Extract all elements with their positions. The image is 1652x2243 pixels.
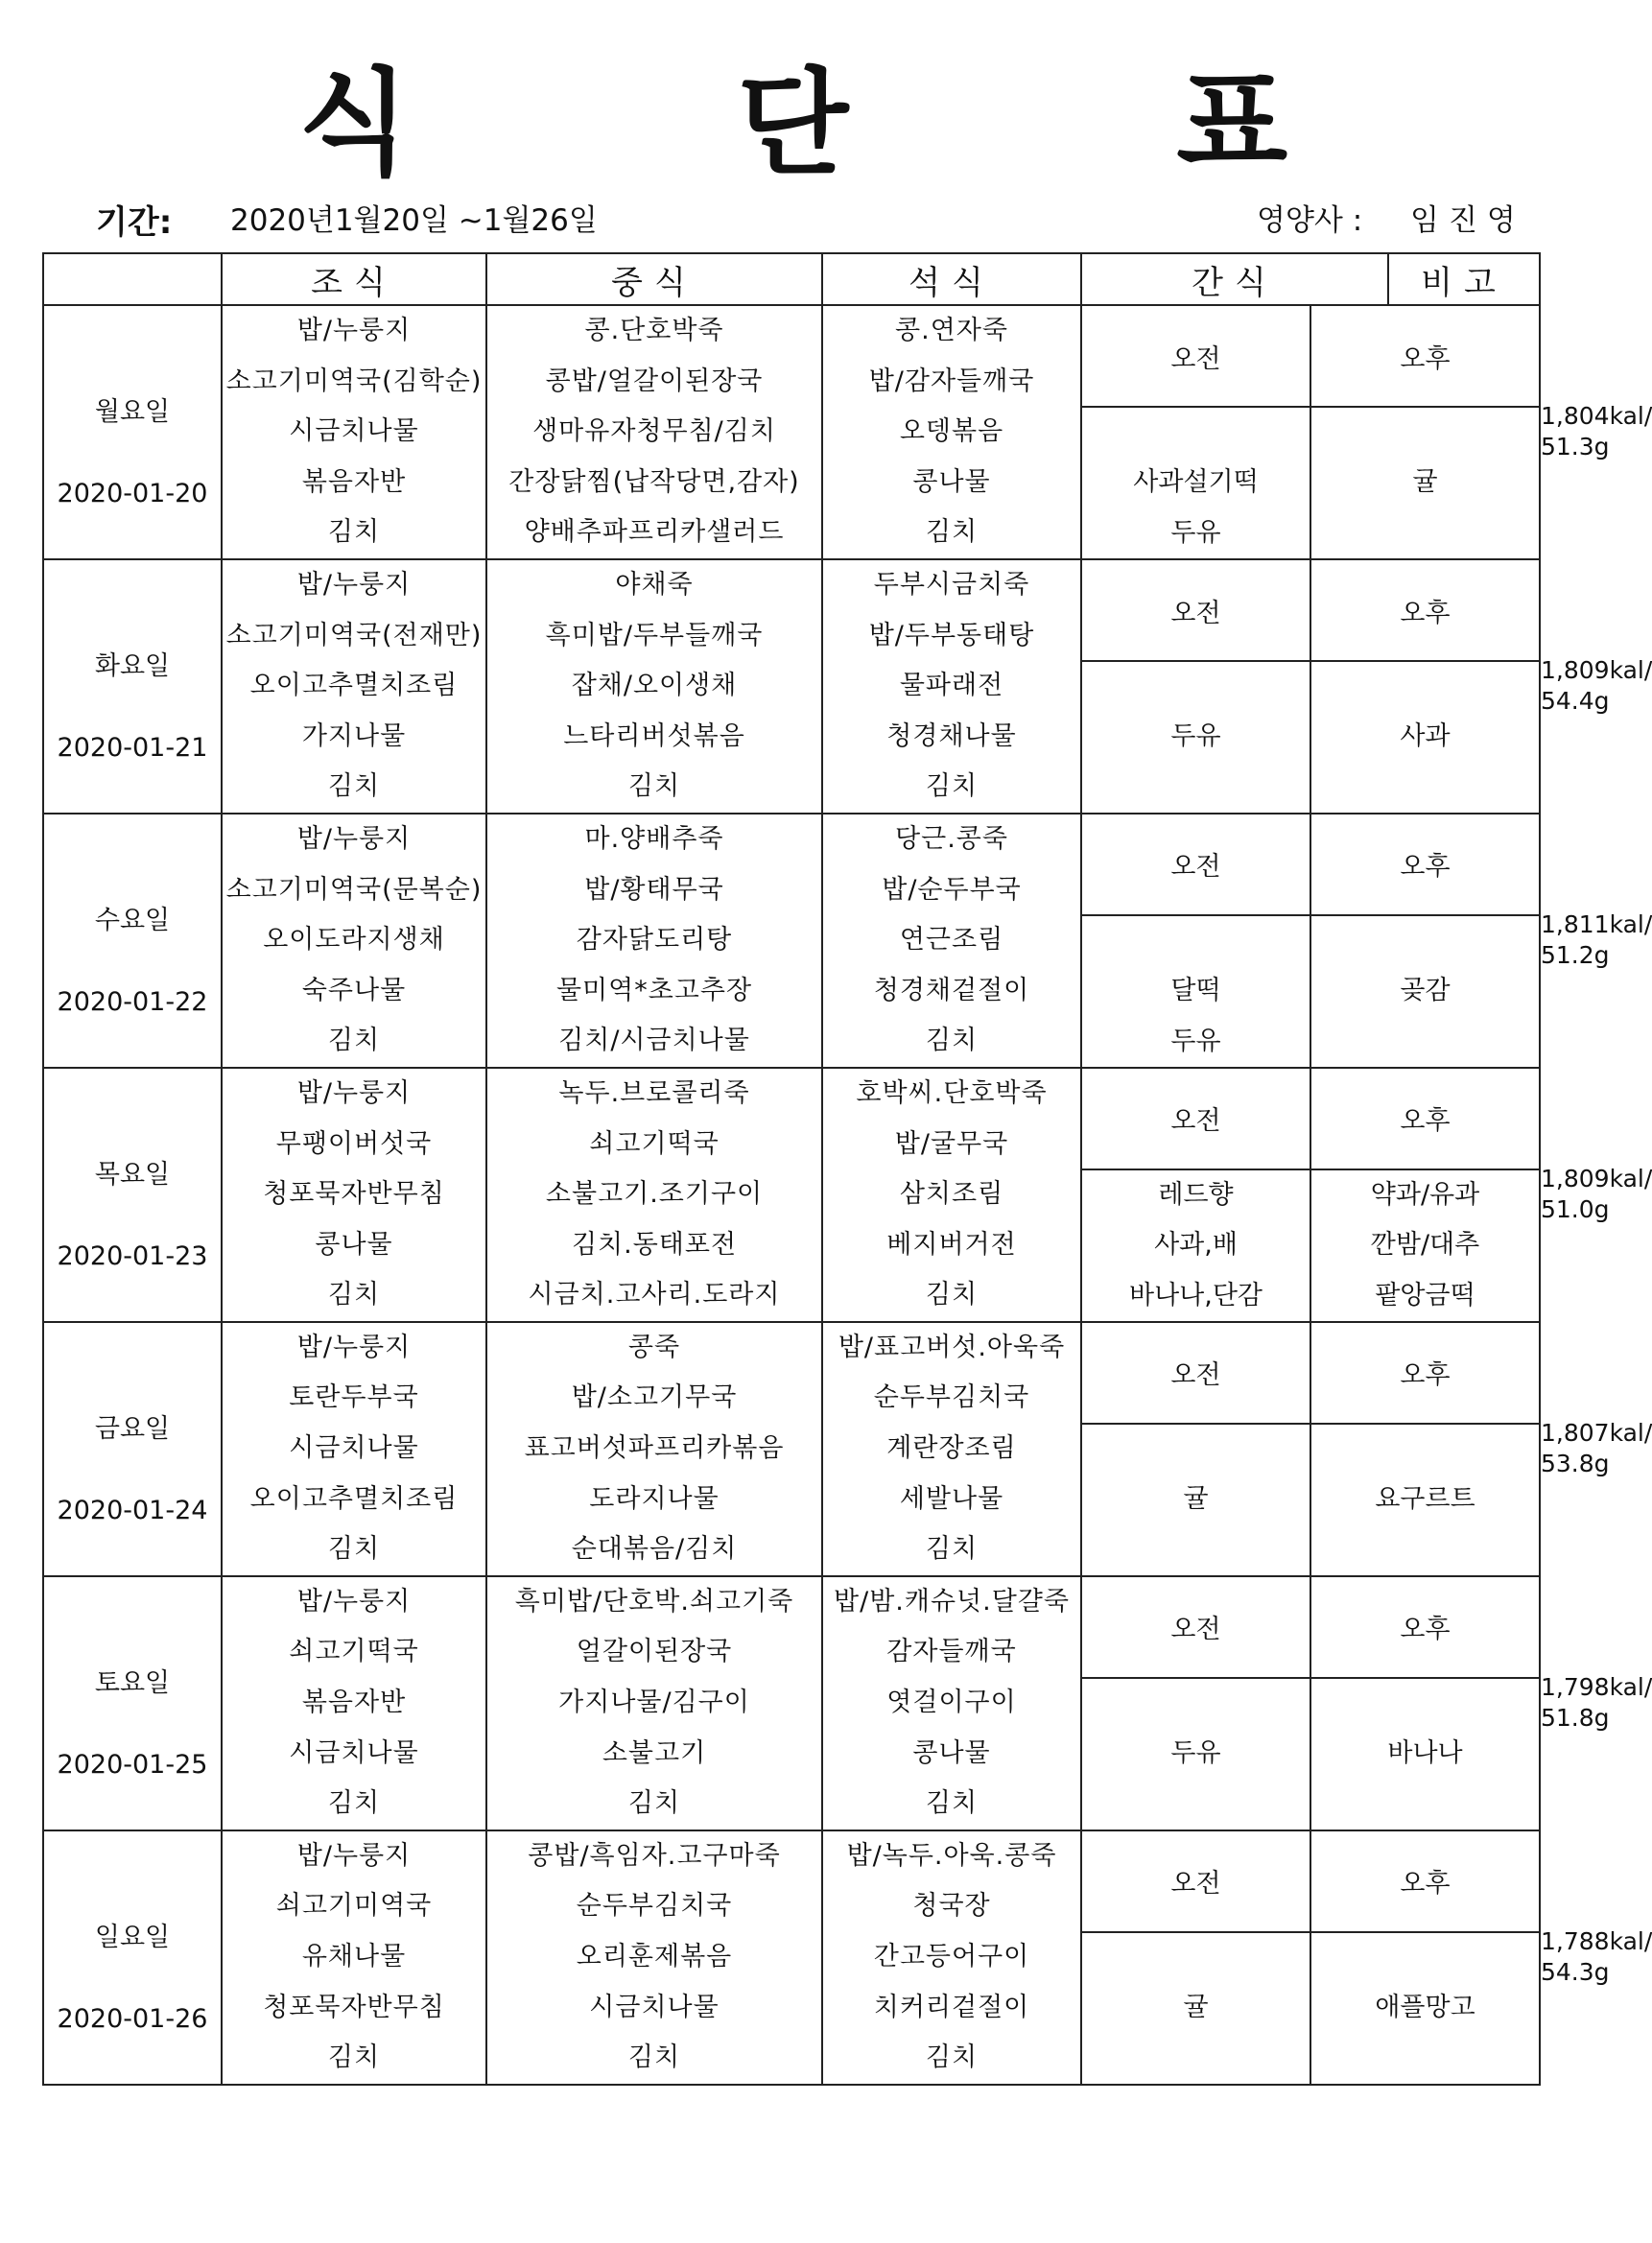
- snack-item: [1311, 763, 1539, 813]
- snack-item: [1311, 408, 1539, 458]
- day-row: 일요일 2020-01-26 밥/누룽지 쇠고기미역국 유채나물 청포묵자반무침 김치 콩밥/흑임자.고구마죽 순두부김치국 오리훈제볶음 시금치나물 김치 밥/녹두.아욱.콩죽 청국장 간고등어구이 치커리겉절이 김치 오전 오후 귤 애플망고 1,788kal/ 54.3g: [43, 1830, 1540, 2085]
- dinner-cell: [822, 1576, 1081, 1830]
- snack-am-items: [1082, 1169, 1310, 1321]
- lunch-cell: [486, 1068, 822, 1322]
- day-name: 수요일: [94, 906, 171, 936]
- menu-item: 쇠고기떡국: [289, 1637, 419, 1667]
- snack-item: 두유: [1170, 1738, 1221, 1769]
- snack-table: [1082, 815, 1539, 1067]
- snack-item: 사과,배: [1154, 1230, 1238, 1261]
- dinner-cell: [822, 1068, 1081, 1322]
- snack-item: [1082, 1933, 1310, 1983]
- menu-item: 시금치.고사리.도라지: [528, 1280, 781, 1310]
- menu-item: 밥/감자들깨국: [868, 366, 1035, 396]
- menu-item: 야채죽: [615, 569, 694, 600]
- menu-item: 흑미밥/두부들깨국: [545, 620, 764, 650]
- menu-item: 마.양배추죽: [584, 823, 724, 854]
- snack-pm-label: 오후: [1310, 1831, 1539, 1932]
- menu-item: 김치: [925, 517, 979, 548]
- breakfast-cell: [222, 1576, 486, 1830]
- snack-pm-items: [1310, 1678, 1539, 1830]
- day-date: 2020-01-26: [57, 2004, 208, 2035]
- menu-item: 감자들깨국: [886, 1637, 1017, 1667]
- menu-item: 소고기미역국(김학순): [225, 366, 483, 396]
- column-header-dinner: 석식: [822, 253, 1081, 305]
- breakfast-cell: [222, 1068, 486, 1322]
- menu-item: 김치: [327, 1026, 381, 1056]
- day-cell: [43, 305, 222, 559]
- snack-cell: [1081, 305, 1540, 559]
- snack-item: 바나나: [1387, 1738, 1463, 1769]
- menu-item: 콩.연자죽: [895, 316, 1008, 345]
- menu-item: 베지버거전: [886, 1229, 1017, 1260]
- snack-cell: [1081, 1322, 1540, 1576]
- menu-item: 호박씨.단호박죽: [856, 1077, 1048, 1108]
- column-header-breakfast: 조식: [222, 253, 486, 305]
- menu-item: 밥/표고버섯.아욱죽: [838, 1332, 1066, 1362]
- menu-item: 생마유자청무침/김치: [532, 416, 776, 447]
- page-title: 식 단 표: [297, 58, 1432, 191]
- dietitian-label: 영양사 :: [1257, 203, 1363, 238]
- snack-item: [1311, 1017, 1539, 1067]
- day-date: 2020-01-20: [57, 479, 208, 509]
- snack-am-items: [1082, 407, 1310, 558]
- menu-item: 소불고기.조기구이: [545, 1179, 764, 1210]
- snack-item: [1082, 1679, 1310, 1729]
- menu-item: 밥/밤.캐슈넛.달걀죽: [834, 1586, 1070, 1617]
- snack-table: [1082, 560, 1539, 813]
- snack-cell: [1081, 1576, 1540, 1830]
- menu-item: 세발나물: [899, 1483, 1004, 1514]
- lunch-cell: [486, 814, 822, 1068]
- dinner-cell: [822, 1322, 1081, 1576]
- snack-item: 귤: [1412, 467, 1438, 498]
- header-row: [43, 253, 1540, 305]
- menu-item: 양배추파프리카샐러드: [524, 517, 785, 548]
- menu-item: 감자닭도리탕: [576, 925, 733, 956]
- menu-item: 오이도라지생채: [263, 925, 445, 956]
- column-header-lunch: 중식: [486, 253, 822, 305]
- snack-item: 팥앙금떡: [1375, 1280, 1475, 1310]
- menu-item: 김치: [627, 2042, 681, 2073]
- menu-item: 김치: [327, 1534, 381, 1565]
- lunch-cell: [486, 1322, 822, 1576]
- snack-item: 곶감: [1400, 976, 1451, 1006]
- menu-item: 밥/누룽지: [296, 569, 412, 600]
- day-cell: [43, 1068, 222, 1322]
- menu-item: 소불고기: [602, 1737, 707, 1768]
- menu-body: [43, 305, 1652, 2085]
- dinner-cell: [822, 559, 1081, 814]
- menu-item: 순두부김치국: [873, 1382, 1030, 1413]
- menu-item: 콩나물: [912, 1737, 991, 1768]
- menu-item: 밥/굴무국: [894, 1128, 1009, 1159]
- menu-item: 엿걸이구이: [886, 1688, 1017, 1718]
- menu-item: 김치: [327, 2042, 381, 2073]
- snack-item: [1311, 1679, 1539, 1729]
- snack-item: 애플망고: [1375, 1993, 1475, 2023]
- snack-pm-label: 오후: [1310, 560, 1539, 661]
- menu-item: 청경채겉절이: [873, 975, 1030, 1005]
- snack-item: [1311, 508, 1539, 558]
- menu-item: 청경채나물: [886, 720, 1017, 751]
- snack-pm-items: [1310, 661, 1539, 813]
- day-name: 목요일: [94, 1160, 171, 1191]
- menu-item: 밥/황태무국: [584, 874, 724, 905]
- menu-item: 표고버섯파프리카볶음: [524, 1433, 785, 1464]
- breakfast-cell: [222, 1322, 486, 1576]
- menu-item: 물미역*초고추장: [555, 975, 753, 1005]
- menu-item: 밥/누룽지: [296, 1077, 412, 1108]
- menu-item: 물파래전: [899, 671, 1004, 701]
- snack-item: 요구르트: [1375, 1484, 1475, 1515]
- day-cell: [43, 1830, 222, 2085]
- menu-item: 연근조림: [899, 925, 1004, 956]
- menu-item: 김치: [327, 517, 381, 548]
- day-name: 화요일: [94, 651, 171, 682]
- menu-item: 느타리버섯볶음: [563, 720, 745, 751]
- snack-pm-items: [1310, 1932, 1539, 2084]
- snack-item: 달떡: [1170, 976, 1221, 1006]
- menu-item: 김치: [327, 1788, 381, 1819]
- menu-item: 김치: [925, 1534, 979, 1565]
- lunch-cell: [486, 559, 822, 814]
- day-date: 2020-01-22: [57, 987, 208, 1018]
- day-row: 목요일 2020-01-23 밥/누룽지 무팽이버섯국 청포묵자반무침 콩나물 김치 녹두.브로콜리죽 쇠고기떡국 소불고기.조기구이 김치.동태포전 시금치.고사리.도라지 호박씨.단호박죽 밥/굴무국 삼치조림 베지버거전 김치 오전 오후 레드향 사과,배 바나나,단감 약과/유과 깐밤/대추 팥앙금떡 1,809kal/ 51.0g: [43, 1068, 1540, 1322]
- day-cell: [43, 559, 222, 814]
- day-date: 2020-01-24: [57, 1496, 208, 1526]
- snack-am-items: [1082, 661, 1310, 813]
- snack-table: [1082, 306, 1539, 558]
- menu-item: 밥/소고기무국: [571, 1382, 738, 1413]
- day-date: 2020-01-23: [57, 1241, 208, 1272]
- menu-item: 밥/두부동태탕: [868, 620, 1035, 650]
- snack-am-label: 오전: [1082, 560, 1310, 661]
- snack-pm-label: 오후: [1310, 1069, 1539, 1169]
- snack-am-label: 오전: [1082, 815, 1310, 915]
- snack-am-label: 오전: [1082, 306, 1310, 407]
- menu-item: 콩밥/흑임자.고구마죽: [528, 1840, 781, 1871]
- snack-am-items: [1082, 1424, 1310, 1575]
- dinner-cell: [822, 1830, 1081, 2085]
- snack-item: [1082, 916, 1310, 966]
- menu-item: 김치/시금치나물: [558, 1026, 750, 1056]
- menu-item: 흑미밥/단호박.쇠고기죽: [514, 1586, 794, 1617]
- snack-item: [1311, 662, 1539, 712]
- snack-pm-items: [1310, 915, 1539, 1067]
- menu-item: 밥/순두부국: [882, 874, 1022, 905]
- menu-item: 가지나물: [301, 720, 407, 751]
- day-row: 금요일 2020-01-24 밥/누룽지 토란두부국 시금치나물 오이고추멸치조림 김치 콩죽 밥/소고기무국 표고버섯파프리카볶음 도라지나물 순대볶음/김치 밥/표고버섯.아욱죽 순두부김치국 계란장조림 세발나물 김치 오전 오후 귤 요구르트 1,807kal/ 53.8g: [43, 1322, 1540, 1576]
- menu-item: 소고기미역국(문복순): [225, 874, 483, 905]
- menu-item: 콩나물: [912, 466, 991, 497]
- menu-item: 밥/누룽지: [296, 1586, 412, 1617]
- day-date: 2020-01-25: [57, 1750, 208, 1781]
- snack-pm-items: [1310, 407, 1539, 558]
- menu-item: 김치: [327, 771, 381, 802]
- snack-item: 사과설기떡: [1133, 467, 1259, 498]
- day-cell: [43, 1576, 222, 1830]
- period-value: 2020년1월20일 ~1월26일: [230, 203, 598, 238]
- snack-cell: [1081, 1830, 1540, 2085]
- snack-item: [1311, 2033, 1539, 2083]
- menu-item: 삼치조림: [899, 1179, 1004, 1210]
- menu-item: 밥/녹두.아욱.콩죽: [846, 1840, 1057, 1871]
- menu-item: 오이고추멸치조림: [249, 671, 459, 701]
- menu-item: 김치: [627, 771, 681, 802]
- snack-item: 귤: [1183, 1484, 1209, 1515]
- snack-item: 귤: [1183, 1993, 1209, 2023]
- menu-item: 두부시금치죽: [873, 569, 1030, 600]
- menu-item: 녹두.브로콜리죽: [558, 1077, 750, 1108]
- snack-item: [1311, 916, 1539, 966]
- menu-item: 치커리겉절이: [873, 1992, 1030, 2022]
- menu-item: 쇠고기떡국: [589, 1128, 720, 1159]
- menu-item: 계란장조림: [886, 1433, 1017, 1464]
- snack-item: [1082, 662, 1310, 712]
- menu-item: 밥/누룽지: [296, 1332, 412, 1362]
- snack-item: [1082, 1425, 1310, 1475]
- lunch-cell: [486, 1830, 822, 2085]
- lunch-cell: [486, 305, 822, 559]
- menu-item: 콩밥/얼갈이된장국: [545, 366, 764, 396]
- menu-item: 시금치나물: [289, 1737, 419, 1768]
- menu-item: 김치: [925, 1280, 979, 1310]
- day-date: 2020-01-21: [57, 733, 208, 764]
- snack-item: [1311, 1525, 1539, 1575]
- breakfast-cell: [222, 1830, 486, 2085]
- snack-item: 약과/유과: [1370, 1179, 1480, 1210]
- snack-pm-items: [1310, 1169, 1539, 1321]
- snack-item: 깐밤/대추: [1370, 1230, 1480, 1261]
- day-cell: [43, 1322, 222, 1576]
- menu-item: 청포묵자반무침: [263, 1179, 445, 1210]
- snack-am-label: 오전: [1082, 1069, 1310, 1169]
- snack-item: [1082, 408, 1310, 458]
- menu-item: 유채나물: [301, 1942, 407, 1971]
- menu-table: [42, 252, 1652, 2086]
- day-name: 월요일: [94, 397, 171, 428]
- snack-item: 사과: [1400, 721, 1451, 752]
- snack-pm-label: 오후: [1310, 815, 1539, 915]
- menu-item: 간장닭찜(납작당면,감자): [508, 466, 800, 497]
- menu-item: 콩.단호박죽: [584, 316, 724, 345]
- snack-table: [1082, 1577, 1539, 1830]
- menu-item: 콩죽: [627, 1332, 681, 1362]
- menu-item: 얼갈이된장국: [576, 1637, 733, 1667]
- day-name: 일요일: [94, 1923, 171, 1953]
- snack-am-items: [1082, 1678, 1310, 1830]
- snack-pm-label: 오후: [1310, 1577, 1539, 1678]
- menu-item: 김치: [925, 2042, 979, 2073]
- menu-item: 잡채/오이생채: [571, 671, 738, 701]
- snack-am-label: 오전: [1082, 1831, 1310, 1932]
- menu-item: 오이고추멸치조림: [249, 1483, 459, 1514]
- dinner-cell: [822, 305, 1081, 559]
- menu-item: 청국장: [912, 1891, 991, 1922]
- snack-item: [1082, 1779, 1310, 1829]
- menu-item: 김치.동태포전: [571, 1229, 738, 1260]
- column-header-snack: 간식: [1081, 253, 1388, 305]
- snack-item: [1082, 2033, 1310, 2083]
- dinner-cell: [822, 814, 1081, 1068]
- snack-item: 레드향: [1158, 1179, 1234, 1210]
- snack-am-items: [1082, 1932, 1310, 2084]
- menu-item: 순대볶음/김치: [571, 1534, 738, 1565]
- snack-am-items: [1082, 915, 1310, 1067]
- menu-item: 가지나물/김구이: [558, 1688, 750, 1718]
- menu-item: 김치: [925, 1026, 979, 1056]
- menu-item: 소고기미역국(전재만): [225, 620, 483, 650]
- day-cell: [43, 814, 222, 1068]
- column-header-note: 비고: [1388, 253, 1540, 305]
- menu-item: 시금치나물: [289, 416, 419, 447]
- menu-item: 오리훈제볶음: [576, 1942, 733, 1971]
- snack-item: [1082, 763, 1310, 813]
- menu-item: 시금치나물: [289, 1433, 419, 1464]
- menu-item: 김치: [327, 1280, 381, 1310]
- snack-cell: [1081, 559, 1540, 814]
- snack-am-label: 오전: [1082, 1577, 1310, 1678]
- day-column-header: [43, 253, 222, 305]
- snack-table: [1082, 1069, 1539, 1321]
- menu-item: 당근.콩죽: [895, 823, 1008, 854]
- snack-pm-label: 오후: [1310, 1323, 1539, 1424]
- menu-item: 밥/누룽지: [296, 316, 412, 345]
- snack-cell: [1081, 1068, 1540, 1322]
- snack-item: [1311, 1425, 1539, 1475]
- menu-item: 토란두부국: [289, 1382, 419, 1413]
- period-label: 기간:: [96, 203, 173, 242]
- menu-item: 간고등어구이: [873, 1942, 1030, 1971]
- day-row: 수요일 2020-01-22 밥/누룽지 소고기미역국(문복순) 오이도라지생채 숙주나물 김치 마.양배추죽 밥/황태무국 감자닭도리탕 물미역*초고추장 김치/시금치나물 당근.콩죽 밥/순두부국 연근조림 청경채겉절이 김치 오전 오후 달떡 두유 곶감 1,811kal/ 51.2g: [43, 814, 1540, 1068]
- menu-item: 무팽이버섯국: [275, 1128, 433, 1159]
- snack-cell: [1081, 814, 1540, 1068]
- breakfast-cell: [222, 814, 486, 1068]
- snack-item: [1082, 1525, 1310, 1575]
- snack-item: 바나나,단감: [1129, 1280, 1263, 1310]
- menu-item: 밥/누룽지: [296, 1840, 412, 1871]
- menu-item: 콩나물: [315, 1229, 393, 1260]
- snack-pm-items: [1310, 1424, 1539, 1575]
- snack-table: [1082, 1831, 1539, 2084]
- dietitian-name: 임진영: [1410, 203, 1525, 238]
- snack-item: 두유: [1170, 517, 1221, 548]
- menu-item: 도라지나물: [589, 1483, 720, 1514]
- menu-item: 볶음자반: [301, 1688, 407, 1718]
- day-row: 월요일 2020-01-20 밥/누룽지 소고기미역국(김학순) 시금치나물 볶음자반 김치 콩.단호박죽 콩밥/얼갈이된장국 생마유자청무침/김치 간장닭찜(납작당면,감자) 양배추파프리카샐러드 콩.연자죽 밥/감자들깨국 오뎅볶음 콩나물 김치 오전 오후 사과설기떡 두유 귤 1,804kal/ 51.3g: [43, 305, 1540, 559]
- breakfast-cell: [222, 559, 486, 814]
- snack-item: 두유: [1170, 721, 1221, 752]
- menu-item: 김치: [925, 1788, 979, 1819]
- breakfast-cell: [222, 305, 486, 559]
- menu-item: 김치: [627, 1788, 681, 1819]
- menu-item: 숙주나물: [301, 975, 407, 1005]
- snack-am-label: 오전: [1082, 1323, 1310, 1424]
- day-row: 화요일 2020-01-21 밥/누룽지 소고기미역국(전재만) 오이고추멸치조림 가지나물 김치 야채죽 흑미밥/두부들깨국 잡채/오이생채 느타리버섯볶음 김치 두부시금치죽 밥/두부동태탕 물파래전 청경채나물 김치 오전 오후 두유 사과 1,809kal/ 54.4g: [43, 559, 1540, 814]
- menu-item: 오뎅볶음: [899, 416, 1004, 447]
- day-row: 토요일 2020-01-25 밥/누룽지 쇠고기떡국 볶음자반 시금치나물 김치 흑미밥/단호박.쇠고기죽 얼갈이된장국 가지나물/김구이 소불고기 김치 밥/밤.캐슈넛.달걀죽 감자들깨국 엿걸이구이 콩나물 김치 오전 오후 두유 바나나 1,798kal/ 51.8g: [43, 1576, 1540, 1830]
- snack-item: [1311, 1933, 1539, 1983]
- menu-item: 시금치나물: [589, 1992, 720, 2022]
- snack-pm-label: 오후: [1310, 306, 1539, 407]
- day-name: 토요일: [94, 1668, 171, 1699]
- snack-table: [1082, 1323, 1539, 1575]
- lunch-cell: [486, 1576, 822, 1830]
- menu-item: 김치: [925, 771, 979, 802]
- menu-item: 순두부김치국: [576, 1891, 733, 1922]
- menu-item: 밥/누룽지: [296, 823, 412, 854]
- snack-item: 두유: [1170, 1026, 1221, 1056]
- snack-item: [1311, 1779, 1539, 1829]
- menu-item: 청포묵자반무침: [263, 1992, 445, 2022]
- day-name: 금요일: [94, 1414, 171, 1445]
- menu-item: 볶음자반: [301, 466, 407, 497]
- menu-item: 쇠고기미역국: [275, 1891, 433, 1922]
